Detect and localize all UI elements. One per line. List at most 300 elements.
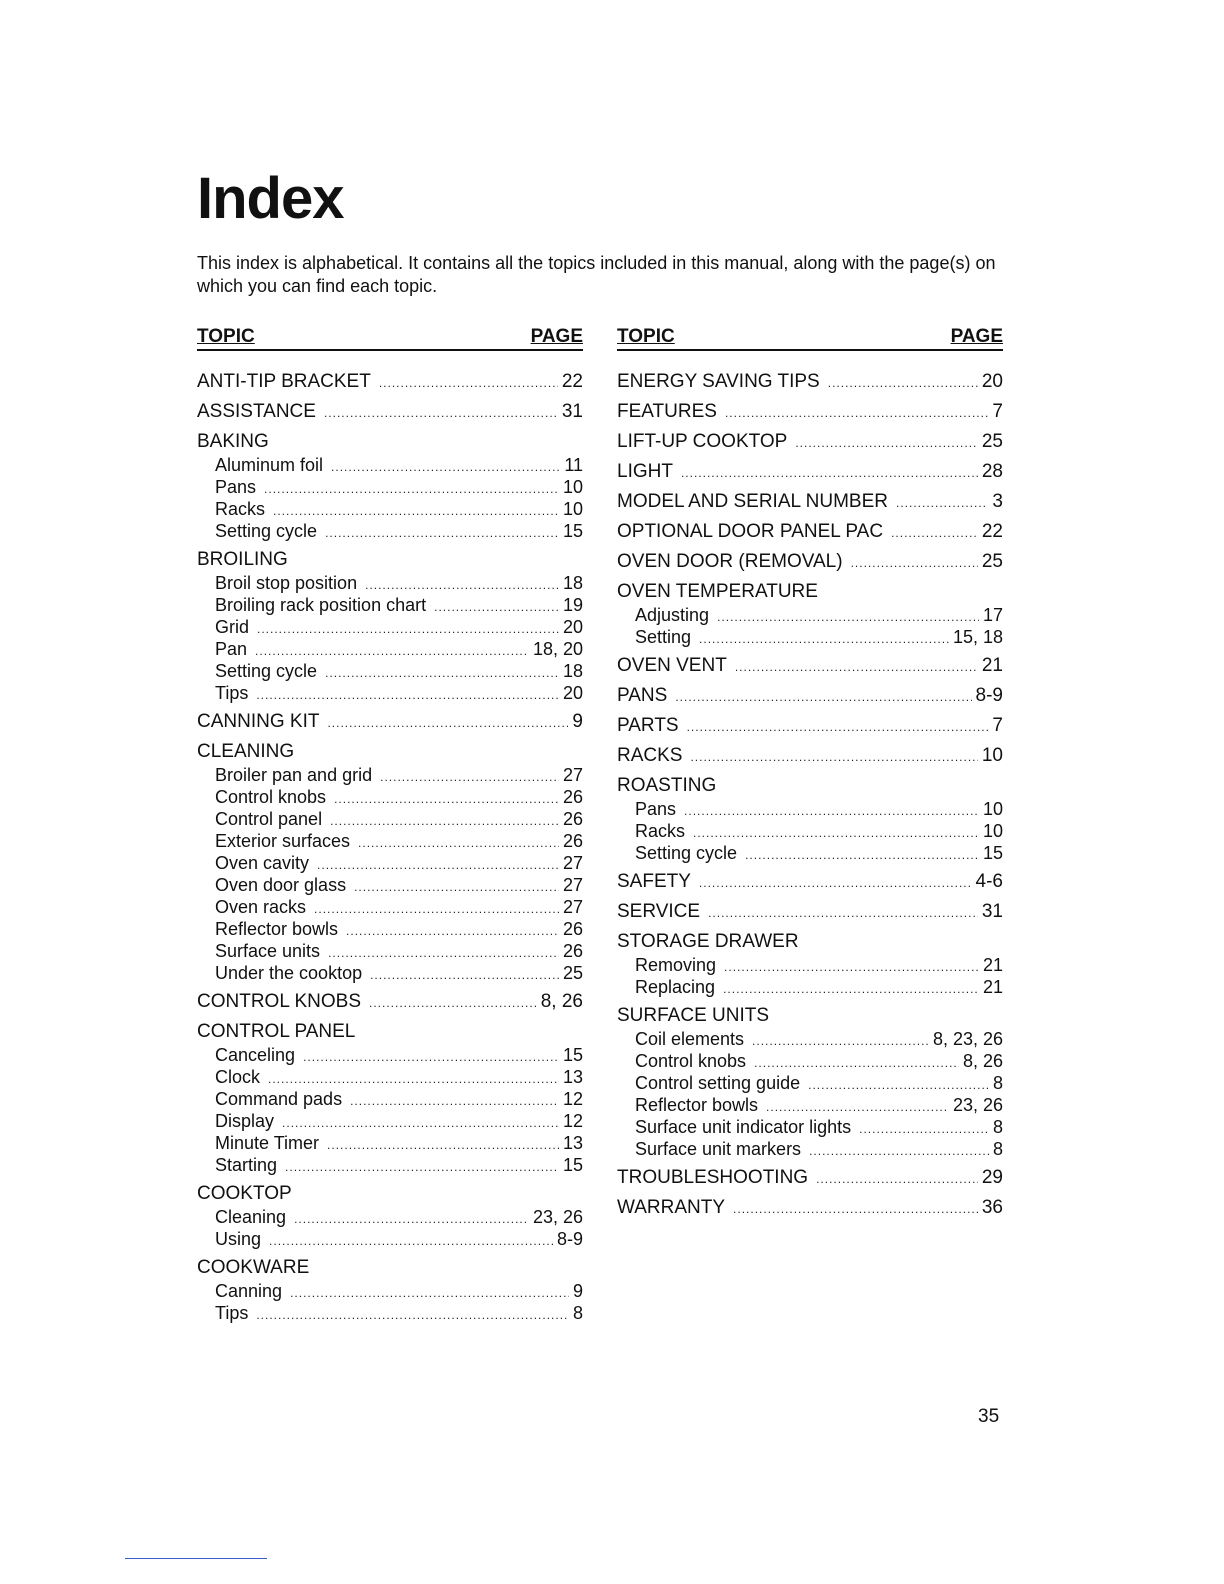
page-ref: 15 <box>562 1045 583 1065</box>
subtopic-label: Adjusting <box>635 605 710 625</box>
dot-leader <box>681 461 978 486</box>
topic-label: ENERGY SAVING TIPS <box>617 371 820 392</box>
page-ref: 21 <box>982 977 1003 997</box>
page-ref: 25 <box>981 551 1003 572</box>
dot-leader <box>365 574 559 596</box>
topic-label: ANTI-TIP BRACKET <box>197 371 371 392</box>
page-ref: 7 <box>992 401 1003 422</box>
topic-label: STORAGE DRAWER <box>617 931 799 952</box>
index-entry <box>197 399 583 424</box>
index-entry <box>617 743 1003 768</box>
dot-leader <box>754 1052 959 1074</box>
index-column-left <box>197 326 583 1329</box>
index-subentry-row <box>197 808 583 830</box>
dot-leader <box>327 1134 559 1156</box>
topic-label: WARRANTY <box>617 1197 726 1218</box>
index-subentry-row <box>617 1050 1003 1072</box>
dot-leader <box>735 655 978 680</box>
dot-leader <box>256 1304 569 1326</box>
index-subentry-row <box>197 786 583 808</box>
index-entry <box>197 989 583 1014</box>
index-entry <box>197 1255 583 1324</box>
index-subentry-row <box>197 572 583 594</box>
dot-leader <box>328 942 559 964</box>
page-ref: 8, 23, 26 <box>932 1029 1003 1049</box>
column-header <box>197 326 583 351</box>
page-ref: 15 <box>562 1155 583 1175</box>
index-subentry-row <box>197 918 583 940</box>
index-entries-left <box>197 369 583 1324</box>
subtopic-label: Display <box>215 1111 275 1131</box>
subtopic-label: Broil stop position <box>215 573 358 593</box>
index-entry-row <box>617 713 1003 738</box>
index-entry-row <box>617 429 1003 454</box>
dot-leader <box>273 500 559 522</box>
index-entry <box>617 773 1003 864</box>
subtopic-label: Tips <box>215 683 249 703</box>
dot-leader <box>346 920 559 942</box>
dot-leader <box>314 898 559 920</box>
index-subentry-row <box>197 520 583 542</box>
subtopic-label: Coil elements <box>635 1029 745 1049</box>
dot-leader <box>745 844 979 866</box>
dot-leader <box>269 1230 553 1252</box>
page-ref: 8 <box>992 1073 1003 1093</box>
index-entry-row <box>197 429 583 454</box>
topic-label: COOKWARE <box>197 1257 310 1278</box>
page-ref: 27 <box>562 875 583 895</box>
topic-label: ASSISTANCE <box>197 401 316 422</box>
topic-label: PARTS <box>617 715 679 736</box>
dot-leader <box>766 1096 949 1118</box>
dot-leader <box>331 456 560 478</box>
page-ref: 12 <box>562 1089 583 1109</box>
subtopic-label: Oven door glass <box>215 875 347 895</box>
dot-leader <box>690 745 977 770</box>
page-ref: 17 <box>982 605 1003 625</box>
index-subentry-row <box>197 594 583 616</box>
index-entry <box>617 713 1003 738</box>
dot-leader <box>851 551 978 576</box>
index-entry <box>197 429 583 542</box>
index-entry <box>617 489 1003 514</box>
index-subentry-row <box>197 940 583 962</box>
page-ref: 20 <box>562 617 583 637</box>
subtopic-label: Broiling rack position chart <box>215 595 427 615</box>
index-entry <box>617 459 1003 484</box>
topic-label: ROASTING <box>617 775 717 796</box>
dot-leader <box>724 956 979 978</box>
dot-leader <box>324 401 558 426</box>
page-ref: 9 <box>572 711 583 732</box>
index-entry <box>617 869 1003 894</box>
page-ref: 3 <box>992 491 1003 512</box>
page-ref: 21 <box>982 955 1003 975</box>
topic-label: OVEN VENT <box>617 655 727 676</box>
dot-leader <box>684 800 979 822</box>
index-entry-row <box>617 399 1003 424</box>
subentry-list <box>617 798 1003 864</box>
index-entry <box>617 519 1003 544</box>
subentry-list <box>617 1028 1003 1160</box>
page-header: PAGE <box>950 326 1003 347</box>
page-title: Index <box>197 166 344 231</box>
index-entry-row <box>617 1165 1003 1190</box>
index-entry-row <box>617 1195 1003 1220</box>
topic-label: OVEN DOOR (REMOVAL) <box>617 551 843 572</box>
subentry-list <box>197 1044 583 1176</box>
dot-leader <box>379 371 558 396</box>
page-ref: 19 <box>562 595 583 615</box>
subentry-list <box>197 454 583 542</box>
subentry-list <box>197 572 583 704</box>
index-subentry-row <box>197 1044 583 1066</box>
index-entry-row <box>197 399 583 424</box>
index-entry <box>617 429 1003 454</box>
subtopic-label: Oven racks <box>215 897 307 917</box>
index-entry <box>617 929 1003 998</box>
page-ref: 29 <box>981 1167 1003 1188</box>
dot-leader <box>808 1074 989 1096</box>
subtopic-label: Using <box>215 1229 262 1249</box>
dot-leader <box>354 876 559 898</box>
dot-leader <box>290 1282 569 1304</box>
page-ref: 13 <box>562 1067 583 1087</box>
page-ref: 26 <box>562 787 583 807</box>
index-entry <box>197 1019 583 1176</box>
page-ref: 20 <box>562 683 583 703</box>
footer-rule <box>125 1558 267 1559</box>
page-ref: 13 <box>562 1133 583 1153</box>
page-ref: 22 <box>561 371 583 392</box>
page-ref: 8, 26 <box>962 1051 1003 1071</box>
page-ref: 31 <box>561 401 583 422</box>
dot-leader <box>264 478 559 500</box>
subtopic-label: Exterior surfaces <box>215 831 351 851</box>
topic-label: OVEN TEMPERATURE <box>617 581 818 602</box>
index-entry-row <box>617 683 1003 708</box>
page-ref: 26 <box>562 919 583 939</box>
topic-label: LIFT-UP COOKTOP <box>617 431 788 452</box>
dot-leader <box>816 1167 978 1192</box>
subtopic-label: Control panel <box>215 809 323 829</box>
index-entry-row <box>617 929 1003 954</box>
topic-header: TOPIC <box>617 326 675 347</box>
subtopic-label: Broiler pan and grid <box>215 765 373 785</box>
page-ref: 8 <box>572 1303 583 1323</box>
page-ref: 11 <box>564 455 583 475</box>
page-ref: 27 <box>562 765 583 785</box>
index-entry <box>617 579 1003 648</box>
page-ref: 10 <box>981 745 1003 766</box>
index-entry-row <box>617 549 1003 574</box>
subtopic-label: Reflector bowls <box>215 919 339 939</box>
index-subentry-row <box>197 638 583 660</box>
topic-label: CLEANING <box>197 741 295 762</box>
page-header: PAGE <box>530 326 583 347</box>
index-subentry-row <box>617 1028 1003 1050</box>
subtopic-label: Pan <box>215 639 248 659</box>
subtopic-label: Under the cooktop <box>215 963 363 983</box>
subtopic-label: Surface units <box>215 941 321 961</box>
index-entry <box>197 547 583 704</box>
index-entry <box>617 369 1003 394</box>
page-ref: 15 <box>982 843 1003 863</box>
dot-leader <box>693 822 979 844</box>
dot-leader <box>828 371 978 396</box>
subtopic-label: Tips <box>215 1303 249 1323</box>
page-ref: 27 <box>562 897 583 917</box>
topic-header: TOPIC <box>197 326 255 347</box>
page-ref: 15, 18 <box>952 627 1003 647</box>
index-column-right <box>617 326 1003 1225</box>
index-subentry-row <box>617 1116 1003 1138</box>
dot-leader <box>380 766 559 788</box>
page-ref: 8-9 <box>556 1229 583 1249</box>
subtopic-label: Surface unit indicator lights <box>635 1117 852 1137</box>
index-entry-row <box>617 519 1003 544</box>
index-entry <box>197 1181 583 1250</box>
index-subentry-row <box>617 1138 1003 1160</box>
index-subentry-row <box>197 1302 583 1324</box>
index-entry-row <box>617 1003 1003 1028</box>
index-entry <box>617 683 1003 708</box>
index-subentry-row <box>197 454 583 476</box>
dot-leader <box>282 1112 559 1134</box>
subtopic-label: Canceling <box>215 1045 296 1065</box>
page-ref: 7 <box>992 715 1003 736</box>
index-entry-row <box>617 773 1003 798</box>
topic-label: SERVICE <box>617 901 701 922</box>
subtopic-label: Racks <box>215 499 266 519</box>
index-entry <box>617 653 1003 678</box>
subtopic-label: Clock <box>215 1067 261 1087</box>
page-ref: 25 <box>981 431 1003 452</box>
topic-label: PANS <box>617 685 668 706</box>
dot-leader <box>325 522 559 544</box>
index-subentry-row <box>197 498 583 520</box>
dot-leader <box>687 715 989 740</box>
index-subentry-row <box>197 764 583 786</box>
index-subentry-row <box>197 896 583 918</box>
dot-leader <box>325 662 559 684</box>
subentry-list <box>197 1280 583 1324</box>
page-ref: 10 <box>562 477 583 497</box>
index-entry <box>617 1195 1003 1220</box>
topic-label: COOKTOP <box>197 1183 292 1204</box>
dot-leader <box>358 832 559 854</box>
dot-leader <box>733 1197 978 1222</box>
index-subentry-row <box>617 976 1003 998</box>
index-entry-row <box>617 653 1003 678</box>
dot-leader <box>294 1208 529 1230</box>
index-subentry-row <box>197 1154 583 1176</box>
index-subentry-row <box>617 954 1003 976</box>
dot-leader <box>327 711 568 736</box>
subtopic-label: Control knobs <box>635 1051 747 1071</box>
page-ref: 31 <box>981 901 1003 922</box>
topic-label: SAFETY <box>617 871 691 892</box>
subtopic-label: Starting <box>215 1155 278 1175</box>
topic-label: MODEL AND SERIAL NUMBER <box>617 491 888 512</box>
page-ref: 15 <box>562 521 583 541</box>
index-subentry-row <box>197 1110 583 1132</box>
index-subentry-row <box>197 962 583 984</box>
subentry-list <box>197 764 583 984</box>
topic-label: SURFACE UNITS <box>617 1005 770 1026</box>
subtopic-label: Pans <box>635 799 677 819</box>
index-subentry-row <box>197 1066 583 1088</box>
subtopic-label: Control setting guide <box>635 1073 801 1093</box>
dot-leader <box>370 964 559 986</box>
index-entry <box>197 739 583 984</box>
index-entry-row <box>617 869 1003 894</box>
topic-label: RACKS <box>617 745 683 766</box>
index-entry-row <box>617 743 1003 768</box>
subtopic-label: Reflector bowls <box>635 1095 759 1115</box>
dot-leader <box>369 991 537 1016</box>
dot-leader <box>350 1090 559 1112</box>
dot-leader <box>723 978 979 1000</box>
index-subentry-row <box>617 1072 1003 1094</box>
dot-leader <box>255 640 529 662</box>
page-ref: 8 <box>992 1139 1003 1159</box>
page-ref: 4-6 <box>975 871 1003 892</box>
subtopic-label: Control knobs <box>215 787 327 807</box>
subtopic-label: Surface unit markers <box>635 1139 802 1159</box>
index-subentry-row <box>197 682 583 704</box>
page-ref: 8, 26 <box>540 991 583 1012</box>
subtopic-label: Removing <box>635 955 717 975</box>
dot-leader <box>334 788 559 810</box>
index-subentry-row <box>617 1094 1003 1116</box>
topic-label: FEATURES <box>617 401 717 422</box>
topic-label: CONTROL KNOBS <box>197 991 361 1012</box>
subtopic-label: Pans <box>215 477 257 497</box>
index-subentry-row <box>197 1088 583 1110</box>
subentry-list <box>617 604 1003 648</box>
subtopic-label: Setting <box>635 627 692 647</box>
topic-label: LIGHT <box>617 461 673 482</box>
intro-text: This index is alphabetical. It contains all the topics included in this manual, along with the page(s) on which you can find each topic. <box>197 253 996 296</box>
index-entry <box>617 1003 1003 1160</box>
index-entry-row <box>197 989 583 1014</box>
topic-label: BAKING <box>197 431 269 452</box>
page-ref: 22 <box>981 521 1003 542</box>
index-entry-row <box>617 579 1003 604</box>
index-subentry-row <box>197 830 583 852</box>
subtopic-label: Setting cycle <box>215 521 318 541</box>
page-ref: 10 <box>982 821 1003 841</box>
dot-leader <box>285 1156 559 1178</box>
index-entry-row <box>197 369 583 394</box>
dot-leader <box>699 871 972 896</box>
dot-leader <box>809 1140 989 1162</box>
dot-leader <box>317 854 559 876</box>
page-ref: 23, 26 <box>532 1207 583 1227</box>
topic-label: CONTROL PANEL <box>197 1021 356 1042</box>
subtopic-label: Setting cycle <box>635 843 738 863</box>
page-ref: 26 <box>562 809 583 829</box>
index-subentry-row <box>197 1280 583 1302</box>
dot-leader <box>725 401 988 426</box>
index-subentry-row <box>197 476 583 498</box>
dot-leader <box>434 596 559 618</box>
topic-label: OPTIONAL DOOR PANEL PAC <box>617 521 884 542</box>
dot-leader <box>256 684 559 706</box>
index-entry-row <box>197 709 583 734</box>
subtopic-label: Command pads <box>215 1089 343 1109</box>
index-entry-row <box>617 899 1003 924</box>
subentry-list <box>197 1206 583 1250</box>
page-ref: 12 <box>562 1111 583 1131</box>
dot-leader <box>257 618 559 640</box>
page-ref: 21 <box>981 655 1003 676</box>
page-ref: 27 <box>562 853 583 873</box>
subtopic-label: Oven cavity <box>215 853 310 873</box>
index-subentry-row <box>617 626 1003 648</box>
index-entries-right <box>617 369 1003 1220</box>
index-subentry-row <box>197 616 583 638</box>
page-ref: 25 <box>562 963 583 983</box>
index-subentry-row <box>617 604 1003 626</box>
page-ref: 18, 20 <box>532 639 583 659</box>
dot-leader <box>675 685 971 710</box>
dot-leader <box>896 491 988 516</box>
index-subentry-row <box>197 660 583 682</box>
index-subentry-row <box>197 1206 583 1228</box>
dot-leader <box>268 1068 559 1090</box>
subtopic-label: Aluminum foil <box>215 455 324 475</box>
index-entry <box>617 1165 1003 1190</box>
dot-leader <box>708 901 978 926</box>
page-ref: 26 <box>562 831 583 851</box>
page-ref: 10 <box>562 499 583 519</box>
index-subentry-row <box>197 874 583 896</box>
subtopic-label: Minute Timer <box>215 1133 320 1153</box>
index-entry-row <box>197 739 583 764</box>
index-entry-row <box>617 489 1003 514</box>
column-header <box>617 326 1003 351</box>
index-subentry-row <box>197 1228 583 1250</box>
page-ref: 8 <box>992 1117 1003 1137</box>
index-subentry-row <box>617 798 1003 820</box>
index-subentry-row <box>197 852 583 874</box>
index-entry <box>617 899 1003 924</box>
topic-label: BROILING <box>197 549 288 570</box>
dot-leader <box>699 628 949 650</box>
dot-leader <box>891 521 978 546</box>
index-entry <box>197 709 583 734</box>
subtopic-label: Racks <box>635 821 686 841</box>
page-ref: 20 <box>981 371 1003 392</box>
subentry-list <box>617 954 1003 998</box>
index-entry-row <box>197 1255 583 1280</box>
topic-label: TROUBLESHOOTING <box>617 1167 809 1188</box>
page-ref: 10 <box>982 799 1003 819</box>
topic-label: CANNING KIT <box>197 711 320 732</box>
subtopic-label: Cleaning <box>215 1207 287 1227</box>
page-ref: 36 <box>981 1197 1003 1218</box>
dot-leader <box>859 1118 989 1140</box>
subtopic-label: Grid <box>215 617 250 637</box>
index-entry-row <box>617 459 1003 484</box>
page-ref: 26 <box>562 941 583 961</box>
subtopic-label: Replacing <box>635 977 716 997</box>
index-subentry-row <box>197 1132 583 1154</box>
page-ref: 18 <box>562 661 583 681</box>
page-ref: 18 <box>562 573 583 593</box>
